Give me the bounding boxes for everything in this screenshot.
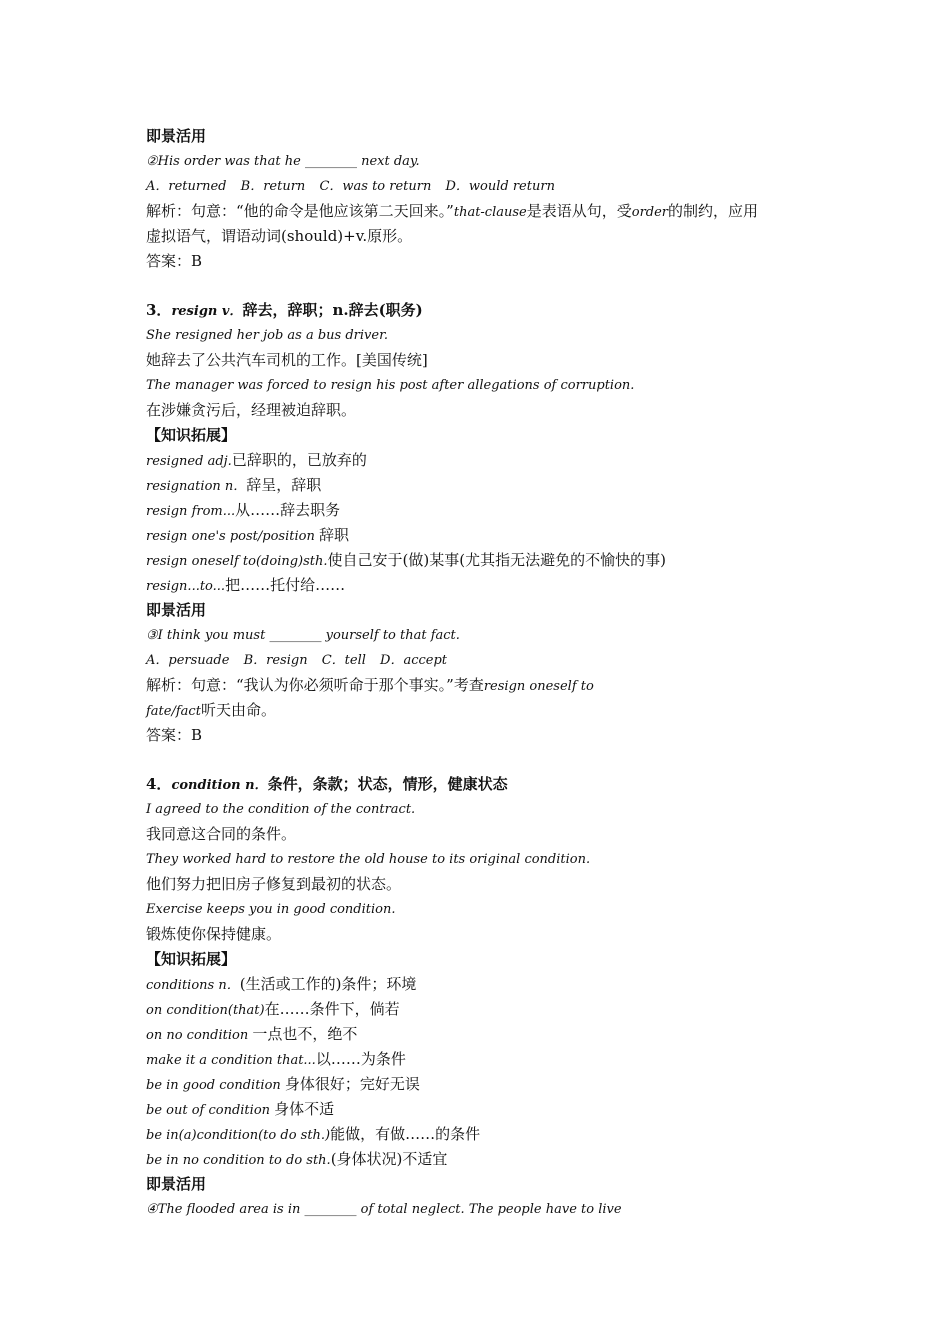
extension-item [146,1122,826,1147]
word-heading [146,298,826,323]
extension-cn: 从……辞去职务 [235,501,341,519]
analysis [146,199,826,224]
extension-en: resignation n． [146,479,247,494]
extension-cn: 能做，有做……的条件 [330,1125,481,1143]
analysis-text: 听天由命。 [200,701,276,719]
analysis-text: 解析：句意：“我认为你必须听命于那个事实。”考查 [146,676,484,694]
extension-en: resign one's post/position [146,529,319,544]
extension-en: on no condition [146,1028,253,1043]
extension-en: resigned adj. [146,454,232,469]
extension-item [146,972,826,997]
extension-item [146,1022,826,1047]
extension-item [146,548,826,573]
extension-item [146,523,826,548]
option-b: B．resign [243,653,308,668]
word-entry: condition n． [171,778,268,793]
extension-item [146,1147,826,1172]
extension-en: be in good condition [146,1078,285,1093]
example-cn: 他们努力把旧房子修复到最初的状态。 [146,875,402,893]
question-options [146,174,826,199]
example-en: She resigned her job as a bus driver. [146,328,388,343]
option-c: C．tell [321,653,366,668]
analysis-term: resign oneself to [483,679,594,694]
option-b: B．return [240,179,306,194]
word-heading [146,772,826,797]
document-content [146,124,826,1222]
extension-cn: 已辞职的，已放弃的 [231,451,367,469]
word-meaning: 条件，条款；状态，情形，健康状态 [267,775,508,793]
extension-cn: 一点也不，绝不 [252,1025,358,1043]
extension-item [146,473,826,498]
section-tag: 即景活用 [146,127,207,145]
option-c: C．was to return [319,179,432,194]
extension-en: resign from... [146,504,236,519]
extension-en: make it a condition that... [146,1053,316,1068]
word-entry: resign v． [171,304,243,319]
option-d: D．accept [380,653,448,668]
example-cn: 在涉嫌贪污后，经理被迫辞职。 [146,401,357,419]
extension-cn: 身体不适 [274,1100,335,1118]
knowledge-tag: 【知识拓展】 [146,950,237,968]
example-en: I agreed to the condition of the contract. [146,802,416,817]
answer: 答案：B [146,252,203,270]
analysis-text: 是表语从句，受 [526,202,632,220]
extension-item [146,1047,826,1072]
analysis-term: order [631,205,669,220]
extension-item [146,1072,826,1097]
extension-en: be in no condition to do sth. [146,1153,331,1168]
example-en: Exercise keeps you in good condition. [146,902,396,917]
word-number: 4． [146,775,172,793]
analysis-cont: 虚拟语气，谓语动词(should)+v.原形。 [146,227,413,245]
question-stem: ④The flooded area is in ________ of total neglect. The people have to live [146,1202,622,1217]
extension-item [146,448,826,473]
option-d: D．would return [445,179,555,194]
extension-cn: 辞呈，辞职 [246,476,322,494]
extension-en: conditions n． [146,978,240,993]
knowledge-tag: 【知识拓展】 [146,426,237,444]
option-a: A．persuade [146,653,230,668]
word-number: 3． [146,301,172,319]
example-en: They worked hard to restore the old house to its original condition. [146,852,591,867]
analysis-text: 解析：句意：“他的命令是他应该第二天回来。” [146,202,454,220]
extension-en: be out of condition [146,1103,275,1118]
question-stem: ②His order was that he ________ next day. [146,154,420,169]
question-options [146,648,826,673]
extension-cn: 辞职 [318,526,349,544]
example-en: The manager was forced to resign his post after allegations of corruption. [146,378,635,393]
extension-item [146,573,826,598]
answer: 答案：B [146,726,203,744]
extension-item [146,997,826,1022]
extension-cn: 以……为条件 [315,1050,406,1068]
extension-cn: 在……条件下，倘若 [264,1000,400,1018]
extension-cn: 使自己安于(做)某事(尤其指无法避免的不愉快的事) [327,551,666,569]
extension-en: resign oneself to(doing)sth. [146,554,328,569]
example-cn: 我同意这合同的条件。 [146,825,297,843]
section-tag: 即景活用 [146,601,207,619]
extension-en: be in(a)condition(to do sth.) [146,1128,331,1143]
extension-en: resign...to... [146,579,226,594]
section-tag: 即景活用 [146,1175,207,1193]
word-meaning: 辞去，辞职；n.辞去(职务) [242,301,423,319]
extension-item [146,1097,826,1122]
extension-cn: 把……托付给…… [225,576,346,594]
analysis-cont [146,698,826,723]
analysis-term: that-clause [453,205,527,220]
example-cn: 锻炼使你保持健康。 [146,925,282,943]
analysis-term: fate/fact [146,704,201,719]
extension-item [146,498,826,523]
extension-cn: 身体很好；完好无误 [284,1075,420,1093]
extension-en: on condition(that) [146,1003,265,1018]
option-a: A．returned [146,179,227,194]
example-cn: 她辞去了公共汽车司机的工作。[美国传统] [146,351,428,369]
question-stem: ③I think you must ________ yourself to that fact. [146,628,460,643]
analysis [146,673,826,698]
analysis-text: 的制约，应用 [668,202,759,220]
extension-cn: (生活或工作的)条件；环境 [239,975,417,993]
extension-cn: (身体状况)不适宜 [330,1150,448,1168]
